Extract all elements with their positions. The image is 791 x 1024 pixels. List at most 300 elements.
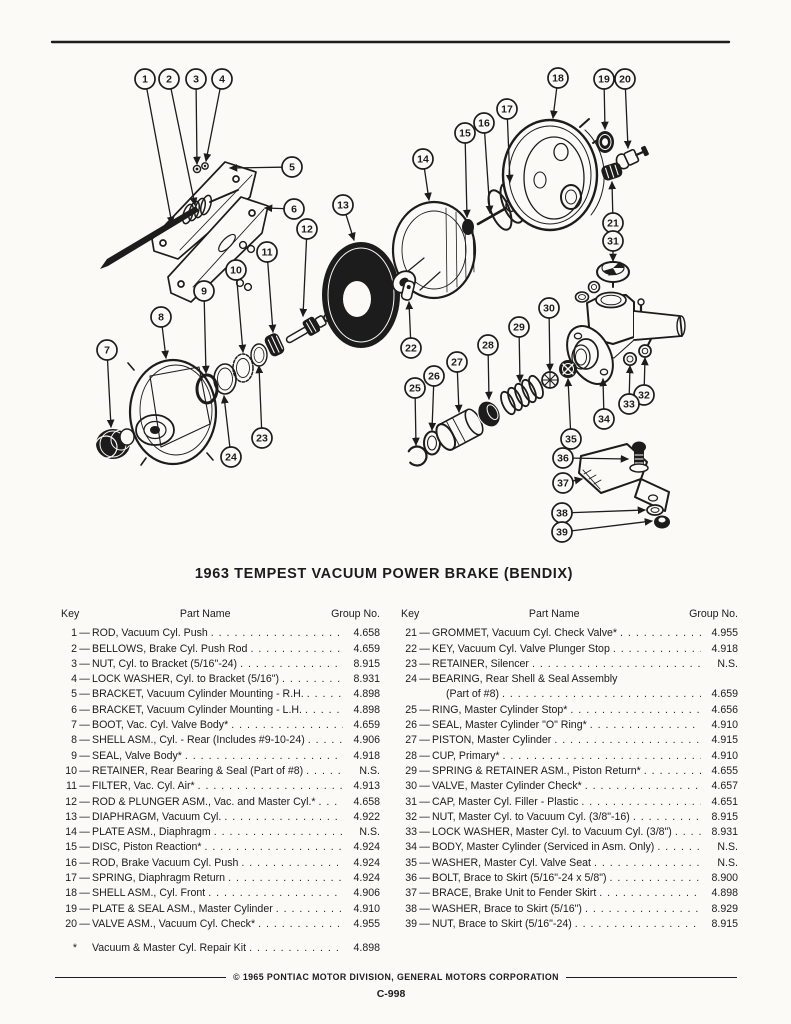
callout-18	[548, 68, 568, 118]
row-dash: —	[419, 764, 430, 777]
row-part-name: BRACKET, Vacuum Cylinder Mounting - R.H.	[92, 688, 304, 701]
row-group-no: 4.924	[353, 841, 380, 854]
row-key: 22	[405, 642, 417, 655]
row-group-no: 4.915	[711, 734, 738, 747]
row-key: 20	[65, 917, 77, 930]
row-dash: —	[419, 780, 430, 793]
row-group-no: 4.898	[711, 887, 738, 900]
table-row	[57, 626, 380, 641]
row-key: 34	[405, 841, 417, 854]
row-group-no: 8.915	[353, 657, 380, 670]
row-group-no: 8.929	[711, 902, 738, 915]
row-part-name: SPRING, Diaphragm Return	[92, 872, 226, 885]
table-row	[57, 840, 380, 855]
dot-leader	[554, 733, 701, 748]
row-dash: —	[79, 917, 90, 930]
callout-number: 26	[428, 370, 440, 383]
callout-number: 8	[158, 311, 164, 324]
row-part-name: BRACKET, Vacuum Cylinder Mounting - L.H.	[92, 703, 302, 716]
table-row	[57, 733, 380, 748]
part-return-spring-29	[498, 374, 546, 416]
row-key: 2	[71, 642, 77, 655]
dot-leader	[620, 626, 701, 641]
row-dash: —	[79, 795, 90, 808]
row-part-name: PLATE & SEAL ASM., Master Cylinder	[92, 902, 273, 915]
dot-leader	[502, 687, 701, 702]
callout-number: 10	[230, 264, 242, 277]
table-row	[57, 779, 380, 794]
table-row	[397, 749, 738, 764]
row-key: 11	[66, 780, 77, 793]
row-dash: —	[419, 795, 430, 808]
row-part-name: WASHER, Brace to Skirt (5/16")	[432, 902, 582, 915]
row-key: 38	[405, 902, 417, 915]
row-key: 25	[405, 703, 417, 716]
dot-leader	[319, 795, 343, 810]
row-part-name: LOCK WASHER, Cyl. to Bracket (5/16")	[92, 673, 280, 686]
table-row	[397, 840, 738, 855]
dot-leader	[308, 733, 343, 748]
row-part-name: RING, Master Cylinder Stop*	[432, 703, 568, 716]
row-group-no: 4.659	[353, 719, 380, 732]
row-key: 17	[65, 872, 77, 885]
callout-number: 11	[261, 246, 273, 259]
part-nut-and-washer	[193, 163, 208, 173]
row-key: 27	[405, 734, 417, 747]
dot-leader	[250, 642, 343, 657]
row-group-no: 8.900	[711, 872, 738, 885]
row-dash: —	[419, 810, 430, 823]
table-row	[397, 703, 738, 718]
row-dash: —	[79, 902, 90, 915]
row-dash: —	[419, 703, 430, 716]
row-key: *	[72, 942, 77, 955]
row-part-name: NUT, Master Cyl. to Vacuum Cyl. (3/8"-16)	[432, 810, 630, 823]
dot-leader	[205, 840, 343, 855]
callout-number: 24	[225, 451, 237, 464]
row-group-no: 8.915	[711, 917, 738, 930]
table-row	[397, 871, 738, 886]
row-group-no: N.S.	[359, 764, 380, 777]
dot-leader	[585, 779, 701, 794]
row-part-name: BELLOWS, Brake Cyl. Push Rod	[92, 642, 248, 655]
callout-number: 18	[552, 72, 564, 85]
part-stop-ring-25	[404, 443, 430, 469]
dot-leader	[581, 795, 701, 810]
table-body-right	[397, 626, 738, 932]
table-row	[57, 810, 380, 825]
dot-leader	[594, 856, 701, 871]
part-front-shell	[503, 119, 604, 230]
row-key: 1	[71, 627, 77, 640]
row-key: 13	[65, 810, 77, 823]
callout-number: 16	[478, 117, 490, 130]
row-group-no: 4.913	[353, 780, 380, 793]
row-dash: —	[79, 734, 90, 747]
row-dash: —	[419, 734, 430, 747]
row-group-no: 4.955	[711, 627, 738, 640]
row-dash: —	[419, 887, 430, 900]
row-dash: —	[79, 780, 90, 793]
row-group-no: 4.906	[353, 887, 380, 900]
callout-number: 27	[451, 356, 463, 369]
callout-number: 4	[219, 73, 225, 86]
callout-number: 1	[142, 73, 148, 86]
table-row	[57, 941, 380, 956]
callout-number: 36	[557, 452, 569, 465]
callout-27	[447, 352, 467, 412]
part-filler-cap	[597, 262, 629, 288]
table-row	[397, 856, 738, 871]
callout-number: 31	[607, 235, 619, 248]
row-part-name: CUP, Primary*	[432, 749, 500, 762]
row-dash: —	[419, 749, 430, 762]
callout-number: 21	[607, 217, 619, 230]
row-key: 3	[71, 657, 77, 670]
callout-16	[474, 113, 494, 213]
callout-6	[265, 199, 304, 219]
part-check-valve-30	[542, 372, 558, 388]
callout-number: 5	[289, 161, 295, 174]
dot-leader	[276, 902, 343, 917]
row-group-no: 4.910	[353, 902, 380, 915]
row-dash: —	[79, 673, 90, 686]
row-group-no: 4.659	[353, 642, 380, 655]
row-dash: —	[79, 688, 90, 701]
table-row	[57, 917, 380, 932]
table-row	[397, 810, 738, 825]
row-part-name: WASHER, Master Cyl. Valve Seat	[432, 856, 591, 869]
row-part-name: NUT, Brace to Skirt (5/16"-24)	[432, 917, 572, 930]
callout-1	[135, 69, 172, 224]
callout-37	[553, 473, 582, 493]
table-row	[57, 902, 380, 917]
row-part-name: GROMMET, Vacuum Cyl. Check Valve*	[432, 627, 618, 640]
callout-11	[257, 242, 277, 332]
header-group-no: Group No.	[331, 608, 380, 620]
dot-leader	[211, 626, 343, 641]
table-row	[397, 764, 738, 779]
row-part-name: DISC, Piston Reaction*	[92, 841, 202, 854]
row-key: 28	[405, 749, 417, 762]
part-primary-cup-28	[474, 398, 504, 431]
row-dash: —	[419, 719, 430, 732]
row-key: 31	[405, 795, 417, 808]
row-group-no: 4.922	[353, 810, 380, 823]
header-part-name: Part Name	[179, 608, 231, 620]
part-reaction-disc	[462, 219, 474, 235]
row-group-no: 4.898	[353, 942, 380, 955]
part-diaphragm	[322, 242, 400, 348]
row-part-name: BRACE, Brake Unit to Fender Skirt	[432, 887, 597, 900]
row-group-no: 8.931	[711, 826, 738, 839]
row-key: 18	[65, 887, 77, 900]
table-row	[57, 856, 380, 871]
callout-30	[539, 298, 559, 371]
row-part-name: (Part of #8)	[446, 688, 499, 701]
row-part-name: ROD, Brake Vacuum Cyl. Push	[92, 856, 239, 869]
callout-number: 12	[301, 223, 313, 236]
row-dash: —	[79, 719, 90, 732]
row-group-no: N.S.	[359, 826, 380, 839]
callout-number: 34	[598, 413, 610, 426]
row-part-name: DIAPHRAGM, Vacuum Cyl.	[92, 810, 222, 823]
part-valve-seat-washer-35	[559, 360, 577, 378]
row-key: 8	[71, 734, 77, 747]
callout-39	[552, 521, 652, 542]
part-washer-38	[647, 505, 663, 515]
parts-table-right	[397, 607, 738, 932]
row-key: 30	[405, 780, 417, 793]
row-dash: —	[419, 872, 430, 885]
row-key: 19	[65, 902, 77, 915]
table-body-left	[57, 626, 380, 956]
part-master-cylinder-body	[558, 293, 685, 392]
row-key: 24	[405, 673, 417, 686]
row-group-no: 4.898	[353, 688, 380, 701]
row-dash: —	[419, 917, 430, 930]
row-group-no: 4.910	[711, 749, 738, 762]
row-key: 10	[65, 764, 77, 777]
copyright-text: © 1965 PONTIAC MOTOR DIVISION, GENERAL MOTORS CORPORATION	[233, 972, 559, 982]
table-row	[57, 795, 380, 810]
row-key: 7	[71, 719, 77, 732]
callout-number: 13	[337, 199, 349, 212]
table-row	[397, 657, 738, 672]
row-dash: —	[419, 642, 430, 655]
table-row	[397, 626, 738, 641]
row-group-no: 4.918	[353, 749, 380, 762]
dot-leader	[675, 825, 701, 840]
dot-leader	[282, 672, 343, 687]
callout-22	[401, 302, 421, 358]
row-part-name: Vacuum & Master Cyl. Repair Kit	[92, 942, 247, 955]
callout-number: 2	[166, 73, 172, 86]
callout-number: 28	[482, 339, 494, 352]
dot-leader	[306, 764, 343, 779]
dot-leader	[224, 810, 343, 825]
row-group-no: 4.910	[711, 719, 738, 732]
row-group-no: N.S.	[717, 856, 738, 869]
row-key: 32	[405, 810, 417, 823]
part-mounting-nuts	[624, 339, 651, 365]
row-key: 16	[65, 856, 77, 869]
row-key: 29	[405, 764, 417, 777]
callout-number: 32	[638, 389, 650, 402]
row-dash: —	[79, 826, 90, 839]
table-row	[57, 871, 380, 886]
dot-leader	[644, 764, 701, 779]
row-dash: —	[419, 856, 430, 869]
row-part-name: FILTER, Vac. Cyl. Air*	[92, 780, 195, 793]
callout-number: 30	[543, 302, 555, 315]
dot-leader	[228, 871, 343, 886]
row-dash: —	[419, 673, 430, 686]
table-row	[397, 718, 738, 733]
callout-25	[405, 378, 425, 445]
dot-leader	[575, 917, 701, 932]
callout-number: 39	[556, 526, 568, 539]
callout-number: 6	[291, 203, 297, 216]
dot-leader	[590, 718, 701, 733]
dot-leader	[214, 825, 343, 840]
row-part-name: PISTON, Master Cylinder	[432, 734, 552, 747]
table-row	[57, 642, 380, 657]
row-group-no: 4.657	[711, 780, 738, 793]
row-dash: —	[79, 657, 90, 670]
page-footer	[55, 972, 737, 982]
dot-leader	[585, 902, 701, 917]
callout-13	[333, 195, 354, 240]
part-brace-assembly	[579, 442, 670, 529]
table-row	[57, 764, 380, 779]
table-row	[397, 642, 738, 657]
row-dash: —	[419, 826, 430, 839]
callout-number: 19	[598, 73, 610, 86]
row-dash: —	[79, 810, 90, 823]
callout-26	[424, 366, 444, 430]
row-key: 39	[405, 917, 417, 930]
footer-rule-right	[566, 977, 737, 978]
row-dash: —	[79, 872, 90, 885]
row-dash: —	[79, 887, 90, 900]
row-part-name: RETAINER, Silencer	[432, 657, 529, 670]
row-group-no: 4.924	[353, 872, 380, 885]
row-part-name: ROD & PLUNGER ASM., Vac. and Master Cyl.*	[92, 795, 316, 808]
callout-8	[151, 307, 171, 358]
callout-35	[561, 379, 581, 449]
callout-38	[552, 503, 645, 523]
row-group-no: 4.918	[711, 642, 738, 655]
dot-leader	[240, 657, 343, 672]
row-key: 9	[71, 749, 77, 762]
row-dash: —	[419, 841, 430, 854]
row-part-name: BODY, Master Cylinder (Serviced in Asm. Only)	[432, 841, 655, 854]
row-key: 5	[71, 688, 77, 701]
callout-number: 15	[459, 127, 471, 140]
callout-number: 25	[409, 382, 421, 395]
row-key: 35	[405, 856, 417, 869]
row-dash: —	[79, 749, 90, 762]
callout-28	[478, 335, 498, 399]
callout-29	[509, 317, 529, 382]
page-title: 1963 TEMPEST VACUUM POWER BRAKE (BENDIX)	[194, 566, 574, 582]
dot-leader	[599, 886, 701, 901]
row-key: 36	[405, 872, 417, 885]
table-row	[57, 657, 380, 672]
table-row	[57, 703, 380, 718]
header-group-no: Group No.	[689, 608, 738, 620]
row-dash: —	[79, 841, 90, 854]
footer-rule-left	[55, 977, 226, 978]
table-row-continuation	[397, 687, 738, 702]
row-group-no: 4.655	[711, 764, 738, 777]
dot-leader	[610, 871, 701, 886]
row-dash: —	[79, 627, 90, 640]
table-row	[57, 749, 380, 764]
callout-23	[252, 366, 272, 448]
callout-number: 9	[201, 285, 207, 298]
row-key: 26	[405, 719, 417, 732]
row-key: 6	[71, 703, 77, 716]
table-row	[397, 795, 738, 810]
row-part-name: LOCK WASHER, Master Cyl. to Vacuum Cyl. (3/8")	[432, 826, 672, 839]
row-group-no: 4.924	[353, 856, 380, 869]
dot-leader	[208, 886, 343, 901]
row-group-no: 4.656	[711, 703, 738, 716]
callout-15	[455, 123, 475, 217]
row-key: 37	[405, 887, 417, 900]
row-part-name: BEARING, Rear Shell & Seal Assembly	[432, 673, 618, 686]
table-row	[397, 825, 738, 840]
table-row	[397, 779, 738, 794]
header-key: Key	[61, 608, 80, 620]
table-row	[57, 886, 380, 901]
row-group-no: 4.658	[353, 795, 380, 808]
row-dash: —	[79, 764, 90, 777]
part-nut-39	[654, 516, 670, 529]
row-group-no: 4.659	[711, 688, 738, 701]
dot-leader	[198, 779, 343, 794]
row-group-no: 8.931	[353, 673, 380, 686]
row-part-name: PLATE ASM., Diaphragm	[92, 826, 211, 839]
table-row	[397, 902, 738, 917]
row-part-name: BOLT, Brace to Skirt (5/16"-24 x 5/8")	[432, 872, 607, 885]
row-part-name: VALVE, Master Cylinder Check*	[432, 780, 582, 793]
row-part-name: BOOT, Vac. Cyl. Valve Body*	[92, 719, 229, 732]
row-dash: —	[419, 627, 430, 640]
row-part-name: ROD, Vacuum Cyl. Push	[92, 627, 208, 640]
page-code: C-998	[376, 988, 406, 1000]
callout-20	[615, 69, 635, 148]
row-dash: —	[419, 902, 430, 915]
dot-leader	[633, 810, 701, 825]
row-group-no: 4.906	[353, 734, 380, 747]
row-part-name: SEAL, Valve Body*	[92, 749, 182, 762]
row-part-name: SHELL ASM., Cyl. Front	[92, 887, 206, 900]
row-part-name: KEY, Vacuum Cyl. Valve Plunger Stop	[432, 642, 610, 655]
row-part-name: SHELL ASM., Cyl. - Rear (Includes #9-10-24)	[92, 734, 305, 747]
row-group-no: N.S.	[717, 841, 738, 854]
callout-number: 33	[623, 398, 635, 411]
row-part-name: NUT, Cyl. to Bracket (5/16"-24)	[92, 657, 238, 670]
callout-14	[413, 149, 433, 200]
row-key: 23	[405, 657, 417, 670]
callout-24	[221, 396, 241, 467]
table-header	[57, 607, 380, 622]
row-part-name: VALVE ASM., Vacuum Cyl. Check*	[92, 917, 256, 930]
dot-leader	[249, 941, 343, 956]
parts-table-left	[57, 607, 380, 957]
callout-19	[594, 69, 614, 129]
row-key: 33	[405, 826, 417, 839]
row-group-no: 8.915	[711, 810, 738, 823]
callout-number: 20	[619, 73, 631, 86]
part-plate-seal	[596, 131, 614, 153]
dot-leader	[305, 703, 343, 718]
row-dash: —	[419, 657, 430, 670]
callout-number: 3	[193, 73, 199, 86]
callout-number: 38	[556, 507, 568, 520]
table-row	[397, 886, 738, 901]
diagram-parts	[95, 119, 685, 529]
dot-leader	[503, 749, 702, 764]
row-part-name: CAP, Master Cyl. Filler - Plastic	[432, 795, 579, 808]
row-part-name: SEAL, Master Cylinder "O" Ring*	[432, 719, 587, 732]
row-dash: —	[79, 856, 90, 869]
callout-7	[97, 340, 117, 427]
row-group-no: 4.955	[353, 917, 380, 930]
